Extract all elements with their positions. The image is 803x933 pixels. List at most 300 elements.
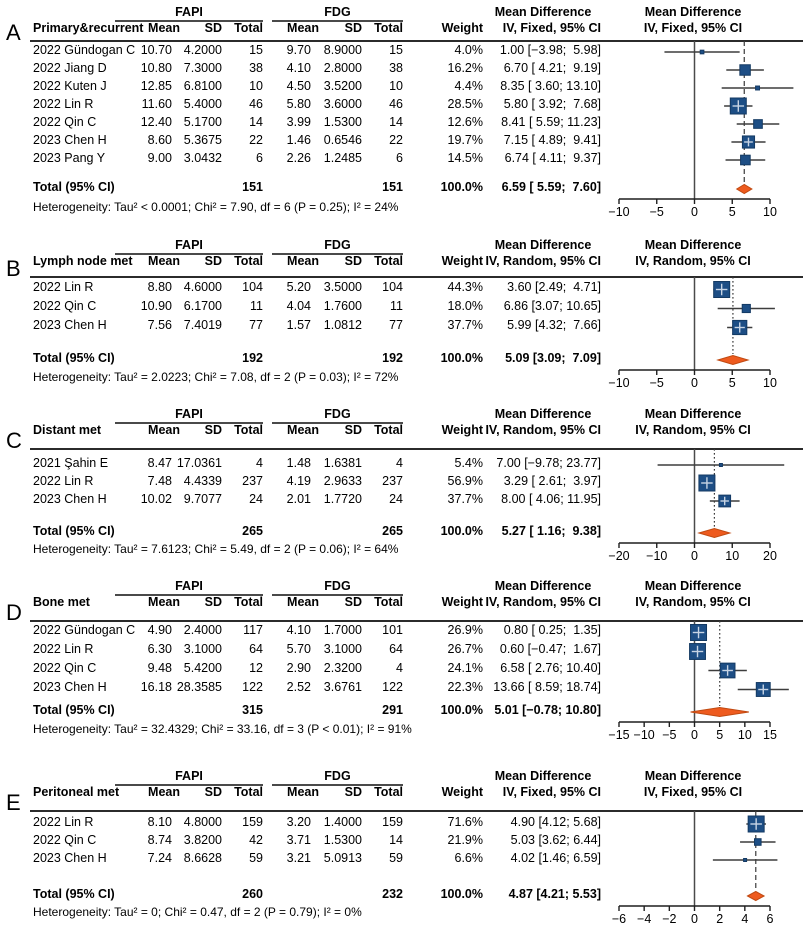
fapi-sd-header: SD bbox=[204, 254, 222, 268]
fdg-total-header: Total bbox=[374, 785, 403, 799]
fdg-total-cell: 15 bbox=[389, 43, 403, 57]
fapi-mean-cell: 10.80 bbox=[140, 61, 172, 75]
fapi-mean-cell: 8.47 bbox=[147, 456, 172, 470]
weight-cell: 5.4% bbox=[454, 456, 483, 470]
fdg-group-header: FDG bbox=[324, 407, 351, 421]
effect-square bbox=[740, 65, 750, 75]
fdg-total-cell: 77 bbox=[389, 318, 403, 332]
panel-e bbox=[0, 755, 803, 933]
weight-cell: 14.5% bbox=[447, 151, 483, 165]
fapi-sd-cell: 6.8100 bbox=[183, 79, 222, 93]
fapi-total-cell: 117 bbox=[243, 623, 263, 637]
fdg-sd-cell: 5.0913 bbox=[323, 851, 362, 865]
total-label: Total (95% CI) bbox=[33, 703, 115, 717]
fapi-mean-cell: 7.48 bbox=[147, 474, 172, 488]
fdg-mean-cell: 5.70 bbox=[286, 642, 311, 656]
fdg-mean-header: Mean bbox=[287, 785, 319, 799]
study-label: 2023 Chen H bbox=[33, 318, 107, 332]
total-fapi-n: 260 bbox=[242, 887, 263, 901]
fdg-sd-header: SD bbox=[344, 595, 362, 609]
weight-cell: 26.9% bbox=[447, 623, 483, 637]
fapi-sd-cell: 28.3585 bbox=[176, 680, 222, 694]
fapi-total-cell: 42 bbox=[249, 833, 263, 847]
weight-cell: 26.7% bbox=[447, 642, 483, 656]
md-ci-cell: 0.80 [ 0.25; 1.35] bbox=[503, 623, 601, 637]
heterogeneity-text: Heterogeneity: Tau² = 2.0223; Chi² = 7.08, df = 2 (P = 0.03); I² = 72% bbox=[33, 370, 399, 384]
fdg-mean-header: Mean bbox=[287, 423, 319, 437]
fdg-mean-cell: 3.21 bbox=[286, 851, 311, 865]
fdg-sd-header: SD bbox=[344, 785, 362, 799]
fapi-mean-header: Mean bbox=[148, 254, 180, 268]
total-md-ci: 6.59 [ 5.59; 7.60] bbox=[501, 180, 601, 194]
fapi-total-cell: 64 bbox=[249, 642, 263, 656]
effect-square bbox=[700, 50, 704, 54]
total-weight: 100.0% bbox=[440, 703, 483, 717]
fapi-mean-cell: 8.10 bbox=[147, 815, 172, 829]
total-md-ci: 5.01 [−0.78; 10.80] bbox=[494, 703, 601, 717]
md-ci-cell: 6.58 [ 2.76; 10.40] bbox=[500, 661, 601, 675]
x-axis-tick-label: −10 bbox=[633, 728, 655, 742]
fdg-sd-header: SD bbox=[344, 423, 362, 437]
x-axis-tick-label: 10 bbox=[725, 549, 740, 563]
x-axis-tick-label: 0 bbox=[691, 549, 698, 563]
md-ci-cell: 7.00 [−9.78; 23.77] bbox=[496, 456, 601, 470]
fdg-total-cell: 6 bbox=[396, 151, 403, 165]
fdg-total-cell: 4 bbox=[396, 661, 403, 675]
fapi-mean-cell: 4.90 bbox=[147, 623, 172, 637]
study-label: 2022 Qin C bbox=[33, 661, 97, 675]
md-ci-cell: 8.41 [ 5.59; 11.23] bbox=[501, 115, 601, 129]
fdg-sd-cell: 1.4000 bbox=[323, 815, 362, 829]
weight-header: Weight bbox=[441, 21, 483, 35]
total-fdg-n: 192 bbox=[382, 351, 403, 365]
x-axis-tick-label: −4 bbox=[637, 912, 652, 926]
study-label: 2022 Qin C bbox=[33, 833, 97, 847]
study-label: 2021 Şahin E bbox=[33, 456, 109, 470]
fapi-sd-cell: 17.0361 bbox=[176, 456, 222, 470]
fdg-mean-cell: 1.46 bbox=[286, 133, 311, 147]
fdg-mean-cell: 1.48 bbox=[286, 456, 311, 470]
fapi-sd-header: SD bbox=[204, 21, 222, 35]
effect-model-header-left: IV, Fixed, 95% CI bbox=[502, 785, 601, 799]
weight-header: Weight bbox=[441, 595, 483, 609]
fdg-total-header: Total bbox=[374, 595, 403, 609]
md-ci-cell: 4.02 [1.46; 6.59] bbox=[510, 851, 601, 865]
fdg-sd-cell: 1.5300 bbox=[323, 115, 362, 129]
md-ci-cell: 8.35 [ 3.60; 13.10] bbox=[500, 79, 601, 93]
fapi-total-cell: 24 bbox=[249, 492, 263, 506]
effect-model-header-right: IV, Fixed, 95% CI bbox=[643, 21, 743, 35]
fdg-mean-cell: 4.10 bbox=[286, 61, 311, 75]
panel-letter-a: A bbox=[6, 20, 21, 45]
fdg-sd-cell: 2.3200 bbox=[323, 661, 362, 675]
effect-model-header-right: IV, Fixed, 95% CI bbox=[643, 785, 743, 799]
x-axis-tick-label: 5 bbox=[716, 728, 724, 742]
heterogeneity-text: Heterogeneity: Tau² = 32.4329; Chi² = 33.16, df = 3 (P < 0.01); I² = 91% bbox=[33, 722, 412, 736]
md-header-right: Mean Difference bbox=[644, 769, 742, 783]
study-label: 2022 Lin R bbox=[33, 474, 94, 488]
fdg-mean-header: Mean bbox=[287, 21, 319, 35]
fapi-total-cell: 12 bbox=[249, 661, 263, 675]
fdg-total-cell: 24 bbox=[389, 492, 403, 506]
weight-cell: 18.0% bbox=[447, 299, 483, 313]
effect-model-header-left: IV, Random, 95% CI bbox=[485, 595, 601, 609]
study-label: 2022 Lin R bbox=[33, 97, 94, 111]
fdg-sd-cell: 1.6381 bbox=[323, 456, 362, 470]
x-axis-tick-label: −10 bbox=[608, 205, 630, 219]
x-axis-tick-label: −15 bbox=[608, 728, 630, 742]
study-label: 2022 Lin R bbox=[33, 642, 94, 656]
fapi-sd-cell: 5.4000 bbox=[183, 97, 222, 111]
fdg-group-header: FDG bbox=[324, 5, 351, 19]
panel-a bbox=[0, 0, 803, 230]
fapi-sd-header: SD bbox=[204, 595, 222, 609]
heterogeneity-text: Heterogeneity: Tau² < 0.0001; Chi² = 7.90, df = 6 (P = 0.25); I² = 24% bbox=[33, 200, 399, 214]
fdg-sd-cell: 1.2485 bbox=[323, 151, 362, 165]
fdg-mean-cell: 3.99 bbox=[286, 115, 311, 129]
fapi-total-header: Total bbox=[234, 423, 263, 437]
fapi-group-header: FAPI bbox=[175, 407, 203, 421]
weight-cell: 24.1% bbox=[447, 661, 483, 675]
panel-d bbox=[0, 565, 803, 755]
forest-plot-a bbox=[563, 41, 803, 230]
fdg-mean-cell: 4.04 bbox=[286, 299, 311, 313]
pooled-diamond bbox=[699, 529, 730, 538]
weight-cell: 71.6% bbox=[447, 815, 483, 829]
weight-header: Weight bbox=[441, 785, 483, 799]
fdg-sd-cell: 1.5300 bbox=[323, 833, 362, 847]
fapi-sd-header: SD bbox=[204, 423, 222, 437]
x-axis-tick-label: −5 bbox=[649, 205, 664, 219]
md-ci-cell: 5.03 [3.62; 6.44] bbox=[510, 833, 601, 847]
md-header-right: Mean Difference bbox=[644, 407, 742, 421]
fdg-total-cell: 14 bbox=[389, 115, 403, 129]
panel-letter-e: E bbox=[6, 790, 21, 815]
weight-cell: 37.7% bbox=[447, 318, 483, 332]
fdg-total-cell: 64 bbox=[389, 642, 403, 656]
md-header-left: Mean Difference bbox=[494, 238, 592, 252]
effect-square bbox=[744, 859, 747, 862]
fdg-total-cell: 104 bbox=[382, 280, 403, 294]
fapi-total-header: Total bbox=[234, 785, 263, 799]
fapi-total-cell: 122 bbox=[242, 680, 263, 694]
forest-plot-b bbox=[563, 277, 803, 395]
study-label: 2023 Pang Y bbox=[33, 151, 106, 165]
total-label: Total (95% CI) bbox=[33, 887, 115, 901]
fdg-mean-cell: 2.26 bbox=[286, 151, 311, 165]
effect-square bbox=[756, 86, 760, 90]
study-label: 2022 Qin C bbox=[33, 299, 97, 313]
panel-b bbox=[0, 230, 803, 395]
panel-letter-c: C bbox=[6, 428, 22, 453]
fdg-total-cell: 101 bbox=[382, 623, 403, 637]
fdg-mean-cell: 4.10 bbox=[286, 623, 311, 637]
x-axis-tick-label: 10 bbox=[737, 728, 752, 742]
x-axis-tick-label: −10 bbox=[608, 376, 630, 390]
fdg-total-cell: 11 bbox=[390, 299, 403, 313]
x-axis-tick-label: 5 bbox=[728, 205, 736, 219]
fdg-sd-cell: 3.6761 bbox=[323, 680, 362, 694]
fapi-sd-cell: 3.8200 bbox=[183, 833, 222, 847]
md-ci-cell: 7.15 [ 4.89; 9.41] bbox=[503, 133, 601, 147]
x-axis-tick-label: 20 bbox=[763, 549, 777, 563]
fdg-total-cell: 4 bbox=[396, 456, 403, 470]
fapi-sd-cell: 5.4200 bbox=[183, 661, 222, 675]
fapi-mean-cell: 10.70 bbox=[140, 43, 172, 57]
study-label: 2023 Chen H bbox=[33, 680, 107, 694]
fdg-mean-cell: 5.20 bbox=[286, 280, 311, 294]
total-label: Total (95% CI) bbox=[33, 351, 115, 365]
md-header-left: Mean Difference bbox=[494, 5, 592, 19]
fdg-sd-cell: 3.1000 bbox=[323, 642, 362, 656]
x-axis-tick-label: −5 bbox=[662, 728, 677, 742]
fapi-group-header: FAPI bbox=[175, 5, 203, 19]
weight-cell: 16.2% bbox=[447, 61, 483, 75]
total-fapi-n: 315 bbox=[242, 703, 263, 717]
pooled-diamond bbox=[691, 708, 749, 717]
fapi-mean-cell: 16.18 bbox=[140, 680, 172, 694]
fdg-sd-header: SD bbox=[344, 254, 362, 268]
weight-header: Weight bbox=[441, 423, 483, 437]
fapi-mean-cell: 8.60 bbox=[147, 133, 172, 147]
x-axis-tick-label: −10 bbox=[646, 549, 668, 563]
fapi-sd-cell: 7.4019 bbox=[183, 318, 222, 332]
md-ci-cell: 8.00 [ 4.06; 11.95] bbox=[501, 492, 601, 506]
weight-cell: 19.7% bbox=[447, 133, 483, 147]
md-ci-cell: 1.00 [−3.98; 5.98] bbox=[499, 43, 601, 57]
fapi-group-header: FAPI bbox=[175, 769, 203, 783]
fapi-sd-header: SD bbox=[204, 785, 222, 799]
fapi-sd-cell: 7.3000 bbox=[183, 61, 222, 75]
fdg-mean-cell: 1.57 bbox=[286, 318, 311, 332]
total-label: Total (95% CI) bbox=[33, 524, 115, 538]
fapi-sd-cell: 3.0432 bbox=[183, 151, 222, 165]
fapi-sd-cell: 5.1700 bbox=[183, 115, 222, 129]
effect-square bbox=[742, 304, 750, 312]
fapi-group-header: FAPI bbox=[175, 238, 203, 252]
fdg-total-cell: 237 bbox=[382, 474, 403, 488]
md-header-left: Mean Difference bbox=[494, 579, 592, 593]
weight-cell: 22.3% bbox=[447, 680, 483, 694]
effect-square bbox=[754, 120, 763, 129]
fdg-total-cell: 122 bbox=[382, 680, 403, 694]
total-fdg-n: 291 bbox=[382, 703, 403, 717]
total-md-ci: 5.09 [3.09; 7.09] bbox=[505, 351, 601, 365]
effect-model-header-left: IV, Random, 95% CI bbox=[485, 254, 601, 268]
fapi-total-cell: 237 bbox=[242, 474, 263, 488]
fapi-total-header: Total bbox=[234, 595, 263, 609]
forest-plot-c bbox=[563, 449, 803, 565]
fapi-sd-cell: 3.1000 bbox=[183, 642, 222, 656]
fapi-mean-header: Mean bbox=[148, 595, 180, 609]
fapi-mean-cell: 11.60 bbox=[141, 97, 172, 111]
effect-square bbox=[719, 464, 722, 467]
total-fapi-n: 151 bbox=[242, 180, 263, 194]
fdg-sd-cell: 1.7720 bbox=[323, 492, 362, 506]
fdg-sd-cell: 1.7600 bbox=[323, 299, 362, 313]
fapi-mean-cell: 12.85 bbox=[140, 79, 172, 93]
fapi-sd-cell: 4.2000 bbox=[183, 43, 222, 57]
fapi-total-cell: 77 bbox=[249, 318, 263, 332]
x-axis-tick-label: 10 bbox=[763, 205, 777, 219]
fdg-mean-header: Mean bbox=[287, 595, 319, 609]
study-label: 2022 Gündogan C bbox=[33, 623, 136, 637]
effect-model-header-right: IV, Random, 95% CI bbox=[635, 423, 751, 437]
study-label: 2022 Jiang D bbox=[33, 61, 107, 75]
effect-model-header-left: IV, Fixed, 95% CI bbox=[502, 21, 601, 35]
effect-model-header-left: IV, Random, 95% CI bbox=[485, 423, 601, 437]
study-label: 2022 Lin R bbox=[33, 280, 94, 294]
fdg-sd-cell: 3.5200 bbox=[323, 79, 362, 93]
fapi-sd-cell: 2.4000 bbox=[183, 623, 222, 637]
fdg-mean-cell: 9.70 bbox=[286, 43, 311, 57]
group-label: Bone met bbox=[33, 595, 90, 609]
study-label: 2023 Chen H bbox=[33, 133, 107, 147]
weight-header: Weight bbox=[441, 254, 483, 268]
group-label: Distant met bbox=[33, 423, 102, 437]
fdg-sd-cell: 1.0812 bbox=[323, 318, 362, 332]
effect-square bbox=[741, 155, 751, 165]
panel-letter-d: D bbox=[6, 600, 22, 625]
fdg-total-header: Total bbox=[374, 21, 403, 35]
fapi-total-cell: 104 bbox=[242, 280, 263, 294]
x-axis-tick-label: 4 bbox=[741, 912, 749, 926]
study-label: 2023 Chen H bbox=[33, 851, 107, 865]
fdg-mean-cell: 4.19 bbox=[286, 474, 311, 488]
fapi-total-cell: 59 bbox=[249, 851, 263, 865]
weight-cell: 28.5% bbox=[447, 97, 483, 111]
x-axis-tick-label: 15 bbox=[763, 728, 777, 742]
total-weight: 100.0% bbox=[440, 887, 483, 901]
weight-cell: 21.9% bbox=[447, 833, 483, 847]
panel-c bbox=[0, 395, 803, 565]
fapi-sd-cell: 8.6628 bbox=[183, 851, 222, 865]
forest-plot-e bbox=[563, 811, 803, 933]
x-axis-tick-label: 0 bbox=[691, 728, 698, 742]
pooled-diamond bbox=[737, 185, 752, 194]
heterogeneity-text: Heterogeneity: Tau² = 0; Chi² = 0.47, df = 2 (P = 0.79); I² = 0% bbox=[33, 905, 362, 919]
md-ci-cell: 6.70 [ 4.21; 9.19] bbox=[503, 61, 601, 75]
md-header-left: Mean Difference bbox=[494, 407, 592, 421]
md-ci-cell: 13.66 [ 8.59; 18.74] bbox=[493, 680, 601, 694]
study-label: 2022 Qin C bbox=[33, 115, 97, 129]
weight-cell: 37.7% bbox=[447, 492, 483, 506]
fapi-total-cell: 10 bbox=[249, 79, 263, 93]
fapi-total-cell: 22 bbox=[249, 133, 263, 147]
fdg-total-header: Total bbox=[374, 254, 403, 268]
fapi-total-cell: 6 bbox=[256, 151, 263, 165]
group-label: Peritoneal met bbox=[33, 785, 120, 799]
fdg-sd-cell: 1.7000 bbox=[323, 623, 362, 637]
fapi-total-cell: 11 bbox=[250, 299, 263, 313]
effect-model-header-right: IV, Random, 95% CI bbox=[635, 595, 751, 609]
fapi-total-cell: 159 bbox=[242, 815, 263, 829]
fapi-mean-cell: 6.30 bbox=[147, 642, 172, 656]
fapi-sd-cell: 4.4339 bbox=[183, 474, 222, 488]
total-fapi-n: 265 bbox=[242, 524, 263, 538]
fapi-total-cell: 14 bbox=[249, 115, 263, 129]
fapi-mean-cell: 12.40 bbox=[140, 115, 172, 129]
total-md-ci: 5.27 [ 1.16; 9.38] bbox=[501, 524, 601, 538]
fdg-group-header: FDG bbox=[324, 769, 351, 783]
total-weight: 100.0% bbox=[440, 524, 483, 538]
fapi-total-header: Total bbox=[234, 21, 263, 35]
weight-cell: 12.6% bbox=[447, 115, 483, 129]
weight-cell: 4.0% bbox=[454, 43, 483, 57]
effect-model-header-right: IV, Random, 95% CI bbox=[635, 254, 751, 268]
x-axis-tick-label: 10 bbox=[763, 376, 777, 390]
fapi-mean-cell: 7.56 bbox=[147, 318, 172, 332]
fdg-sd-cell: 3.6000 bbox=[323, 97, 362, 111]
fapi-mean-cell: 9.00 bbox=[147, 151, 172, 165]
effect-square bbox=[755, 839, 762, 846]
fapi-total-cell: 4 bbox=[256, 456, 263, 470]
x-axis-tick-label: −6 bbox=[611, 912, 627, 926]
fdg-total-header: Total bbox=[374, 423, 403, 437]
fdg-sd-cell: 8.9000 bbox=[323, 43, 362, 57]
fapi-mean-header: Mean bbox=[148, 21, 180, 35]
fdg-total-cell: 159 bbox=[382, 815, 403, 829]
group-label: Primary&recurrent bbox=[33, 21, 144, 35]
fdg-sd-cell: 2.8000 bbox=[323, 61, 362, 75]
fdg-total-cell: 22 bbox=[389, 133, 403, 147]
study-label: 2022 Gündogan C bbox=[33, 43, 136, 57]
fapi-sd-cell: 5.3675 bbox=[183, 133, 222, 147]
fdg-mean-cell: 2.01 bbox=[286, 492, 311, 506]
fapi-total-cell: 15 bbox=[249, 43, 263, 57]
study-label: 2022 Kuten J bbox=[33, 79, 107, 93]
fapi-group-header: FAPI bbox=[175, 579, 203, 593]
total-md-ci: 4.87 [4.21; 5.53] bbox=[508, 887, 601, 901]
md-header-left: Mean Difference bbox=[494, 769, 592, 783]
fdg-sd-cell: 2.9633 bbox=[323, 474, 362, 488]
fapi-sd-cell: 4.8000 bbox=[183, 815, 222, 829]
x-axis-tick-label: −20 bbox=[608, 549, 630, 563]
x-axis-tick-label: −5 bbox=[649, 376, 664, 390]
pooled-diamond bbox=[718, 356, 748, 365]
x-axis-tick-label: 0 bbox=[691, 912, 698, 926]
total-weight: 100.0% bbox=[440, 351, 483, 365]
pooled-diamond bbox=[747, 892, 764, 901]
fdg-sd-cell: 0.6546 bbox=[323, 133, 362, 147]
md-ci-cell: 0.60 [−0.47; 1.67] bbox=[499, 642, 601, 656]
md-header-right: Mean Difference bbox=[644, 238, 742, 252]
fapi-mean-cell: 7.24 bbox=[147, 851, 172, 865]
md-header-right: Mean Difference bbox=[644, 5, 742, 19]
weight-cell: 4.4% bbox=[454, 79, 483, 93]
x-axis-tick-label: 0 bbox=[691, 376, 698, 390]
fdg-total-cell: 14 bbox=[389, 833, 403, 847]
heterogeneity-text: Heterogeneity: Tau² = 7.6123; Chi² = 5.49, df = 2 (P = 0.06); I² = 64% bbox=[33, 542, 399, 556]
total-fapi-n: 192 bbox=[242, 351, 263, 365]
forest-plot-d bbox=[563, 621, 803, 755]
fdg-sd-header: SD bbox=[344, 21, 362, 35]
fapi-total-cell: 46 bbox=[249, 97, 263, 111]
total-fdg-n: 232 bbox=[382, 887, 403, 901]
fapi-mean-cell: 10.90 bbox=[140, 299, 172, 313]
fapi-sd-cell: 9.7077 bbox=[183, 492, 222, 506]
fapi-mean-cell: 9.48 bbox=[147, 661, 172, 675]
fapi-sd-cell: 4.6000 bbox=[183, 280, 222, 294]
group-label: Lymph node met bbox=[33, 254, 133, 268]
x-axis-tick-label: 0 bbox=[691, 205, 698, 219]
weight-cell: 6.6% bbox=[454, 851, 483, 865]
x-axis-tick-label: 6 bbox=[766, 912, 774, 926]
x-axis-tick-label: −2 bbox=[662, 912, 677, 926]
md-ci-cell: 3.60 [2.49; 4.71] bbox=[507, 280, 601, 294]
fdg-group-header: FDG bbox=[324, 238, 351, 252]
weight-cell: 56.9% bbox=[447, 474, 483, 488]
